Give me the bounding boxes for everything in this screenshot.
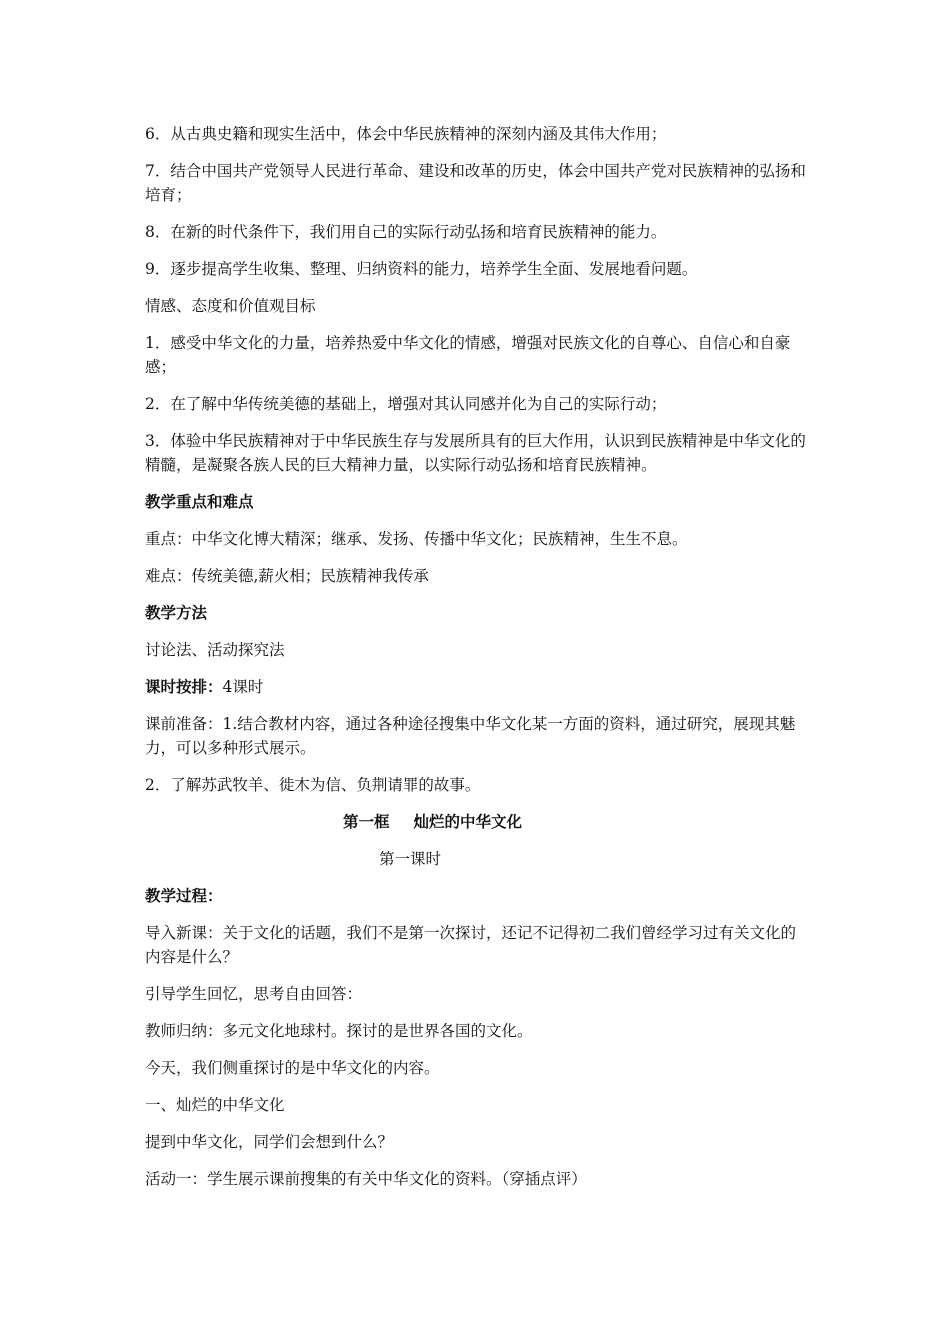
intro-paragraph: 导入新课：关于文化的话题，我们不是第一次探讨，还记不记得初二我们曾经学习过有关文化的内容是什么？	[145, 924, 797, 966]
objective-7: 7．结合中国共产党领导人民进行革命、建设和改革的历史，体会中国共产党对民族精神的弘扬和培育；	[145, 162, 806, 204]
frame-name: 灿烂的中华文化	[413, 812, 523, 831]
activity-one: 活动一：学生展示课前搜集的有关中华文化的资料。（穿插点评）	[145, 1170, 587, 1188]
question-paragraph: 提到中华文化，同学们会想到什么？	[145, 1133, 394, 1151]
preparation-1: 课前准备：1.结合教材内容，通过各种途径搜集中华文化某一方面的资料，通过研究，展现其魅力，可以多种形式展示。	[145, 715, 796, 757]
document-page	[145, 122, 810, 1204]
emotion-objective-2: 2．在了解中华传统美德的基础上，增强对其认同感并化为自己的实际行动；	[145, 395, 667, 413]
objective-8: 8．在新的时代条件下，我们用自己的实际行动弘扬和培育民族精神的能力。	[145, 223, 667, 241]
objective-9: 9．逐步提高学生收集、整理、归纳资料的能力，培养学生全面、发展地看问题。	[145, 260, 698, 278]
emotion-objective-1: 1．感受中华文化的力量，培养热爱中华文化的情感，增强对民族文化的自尊心、自信心和自豪感；	[145, 334, 791, 376]
frame-label: 第一框	[343, 812, 390, 831]
today-paragraph: 今天，我们侧重探讨的是中华文化的内容。	[145, 1059, 440, 1077]
teacher-summary: 教师归纳：多元文化地球村。探讨的是世界各国的文化。	[145, 1022, 533, 1040]
teaching-method-heading: 教学方法	[145, 603, 208, 622]
frame-title	[145, 810, 810, 834]
emotion-objectives-heading: 情感、态度和价值观目标	[145, 297, 316, 315]
emotion-objective-3: 3．体验中华民族精神对于中华民族生存与发展所具有的巨大作用，认识到民族精神是中华文化的精髓，是凝聚各族人民的巨大精神力量，以实际行动弘扬和培育民族精神。	[145, 432, 806, 474]
teaching-process-heading: 教学过程：	[145, 886, 223, 905]
preparation-2: 2．了解苏武牧羊、徙木为信、负荆请罪的故事。	[145, 776, 481, 794]
lesson-title: 第一课时	[379, 850, 442, 868]
part-one-heading: 一、灿烂的中华文化	[145, 1096, 285, 1114]
schedule-value: 4课时	[222, 678, 264, 696]
key-difficult-heading: 教学重点和难点	[145, 492, 254, 511]
guide-paragraph: 引导学生回忆，思考自由回答：	[145, 985, 363, 1003]
schedule-label: 课时按排：	[145, 677, 223, 696]
objective-6: 6．从古典史籍和现实生活中，体会中华民族精神的深刻内涵及其伟大作用；	[145, 125, 667, 143]
schedule-line	[145, 675, 810, 699]
difficult-point: 难点：传统美德,薪火相；民族精神我传承	[145, 567, 429, 585]
teaching-method-text: 讨论法、活动探究法	[145, 641, 285, 659]
key-point: 重点：中华文化博大精深；继承、发扬、传播中华文化；民族精神，生生不息。	[145, 530, 688, 548]
